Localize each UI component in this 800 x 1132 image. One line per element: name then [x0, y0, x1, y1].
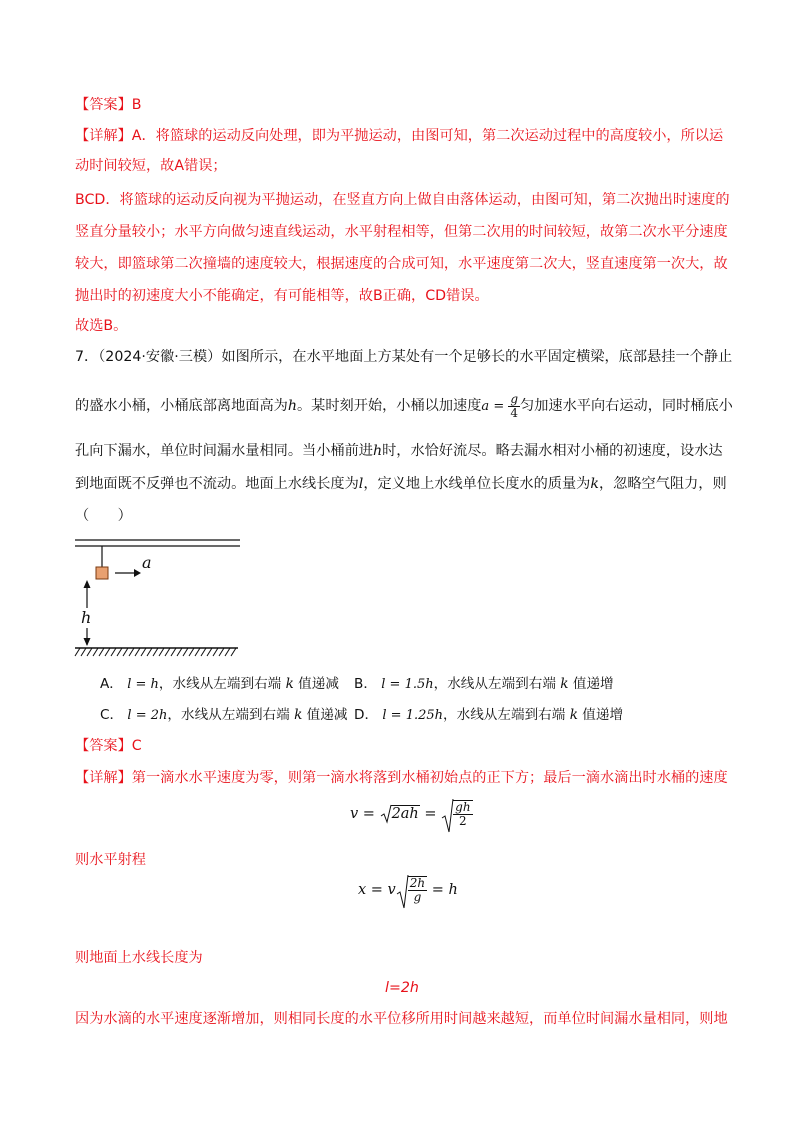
physics-diagram [70, 530, 250, 665]
eq-lhs: x = v [358, 882, 396, 898]
option-text: ，水线从左端到右端 [443, 707, 566, 723]
option-text: 值递减 [306, 707, 348, 723]
option-text: 值递减 [298, 676, 339, 692]
hatch-mark [183, 648, 188, 656]
option-eq: l = 2h [127, 708, 168, 723]
result-l: l=2h [385, 980, 419, 996]
equation-v [350, 800, 473, 828]
detail-line [75, 768, 728, 788]
option-text: 值递增 [572, 676, 614, 692]
question-text: ，忽略空气阻力，则 [598, 476, 727, 492]
fraction [408, 876, 427, 904]
option-b[interactable] [354, 674, 614, 695]
question-line [75, 347, 732, 367]
var-k: k [560, 676, 569, 692]
hatch-mark [117, 648, 122, 656]
question-line [75, 441, 723, 461]
option-text: ，水线从左端到右端 [158, 676, 282, 692]
hatch-mark [129, 648, 134, 656]
detail-label: 【详解】 [75, 128, 132, 144]
hatch-mark [195, 648, 200, 656]
question-number: 7． [75, 349, 99, 365]
hatch-mark [105, 648, 110, 656]
eq-rhs: = h [427, 882, 458, 898]
fraction-num: g [510, 392, 519, 406]
var-k: k [590, 476, 599, 492]
option-letter: B． [354, 676, 377, 692]
hatch-mark [159, 648, 164, 656]
question-text: 匀加速水平向右运动，同时桶底小 [520, 398, 733, 414]
equation-x [358, 876, 458, 904]
hatch-mark [213, 648, 218, 656]
label-a: a [142, 553, 152, 572]
height-arrow-up [84, 580, 91, 588]
detail-label: 【详解】 [75, 770, 132, 786]
hatch-mark [99, 648, 104, 656]
question-source: （2024·安徽·三模） [98, 349, 222, 365]
question-bracket: （ ） [75, 508, 132, 524]
answer-line-2 [75, 736, 142, 756]
ground-hatching [75, 648, 236, 656]
hatch-mark [123, 648, 128, 656]
question-line [75, 393, 733, 420]
option-eq: l = h [127, 677, 159, 692]
hatch-mark [111, 648, 116, 656]
fraction [453, 800, 472, 828]
accel-lhs: a [481, 399, 490, 414]
option-a[interactable] [100, 674, 339, 695]
detail-line: 则水平射程 [75, 852, 146, 868]
detail-text: A．将篮球的运动反向处理，即为平抛运动，由图可知，第二次运动过程中的高度较小，所以运 [131, 128, 724, 144]
accel-formula: a = $\frac{g}{4}$ [481, 392, 519, 420]
fraction-den: 4 [510, 406, 519, 420]
option-c[interactable] [100, 705, 347, 726]
answer-value: C [131, 738, 142, 754]
hatch-mark [201, 648, 206, 656]
height-arrow-down [84, 638, 91, 646]
question-line [75, 474, 727, 494]
detail-line: 故选B。 [75, 318, 128, 334]
detail-line: 则地面上水线长度为 [75, 950, 203, 966]
accel-arrow-head [134, 569, 141, 577]
hatch-mark [93, 648, 98, 656]
option-letter: D． [354, 707, 379, 723]
question-text: 如图所示，在水平地面上方某处有一个足够长的水平固定横梁，底部悬挂一个静止 [221, 349, 733, 365]
detail-line: 竖直分量较小；水平方向做匀速直线运动，水平射程相等，但第二次用的时间较短，故第二次水平分速度 [75, 224, 728, 240]
question-text: 时，水恰好流尽。略去漏水相对小桶的初速度，设水达 [382, 443, 723, 459]
hatch-mark [231, 648, 236, 656]
fraction-num: gh [455, 800, 471, 814]
hatch-mark [81, 648, 86, 656]
question-text: 孔向下漏水，单位时间漏水量相同。当小桶前进 [75, 443, 373, 459]
option-text: 值递增 [582, 707, 624, 723]
hatch-mark [147, 648, 152, 656]
hatch-mark [135, 648, 140, 656]
hatch-mark [219, 648, 224, 656]
detail-line: 较大，即篮球第二次撞墙的速度较大，根据速度的合成可知，水平速度第二次大，竖直速度第一次大，故 [75, 256, 728, 272]
var-k: k [294, 707, 303, 723]
question-text: ，定义地上水线单位长度水的质量为 [363, 476, 591, 492]
option-text: ，水线从左端到右端 [433, 676, 556, 692]
water-bucket [96, 567, 108, 579]
var-h: h [372, 443, 383, 459]
answer-label: 【答案】 [75, 738, 132, 754]
sqrt-2ah [380, 806, 420, 822]
hatch-mark [141, 648, 146, 656]
answer-line-1 [75, 95, 142, 115]
hatch-mark [165, 648, 170, 656]
radical-sign [396, 874, 409, 910]
option-letter: C． [100, 707, 124, 723]
hatch-mark [75, 648, 80, 656]
option-text: ，水线从左端到右端 [167, 707, 290, 723]
var-l: l [358, 476, 364, 492]
answer-label: 【答案】 [75, 97, 132, 113]
option-eq: l = 1.25h [382, 708, 444, 723]
var-k: k [285, 676, 294, 692]
hatch-mark [87, 648, 92, 656]
detail-text: 第一滴水水平速度为零，则第一滴水将落到水桶初始点的正下方；最后一滴水滴出时水桶的速度 [131, 770, 728, 786]
fraction-den: g [413, 890, 422, 904]
hatch-mark [189, 648, 194, 656]
hatch-mark [171, 648, 176, 656]
radical-sign [441, 798, 454, 834]
eq-sign: = [419, 806, 442, 822]
question-text: 。某时刻开始，小桶以加速度 [296, 398, 482, 414]
fraction-den: 2 [459, 814, 467, 828]
eq-lhs: v = [350, 806, 380, 822]
var-h: h [287, 398, 297, 414]
option-d[interactable] [354, 705, 623, 726]
question-text: 的盛水小桶，小桶底部离地面高为 [75, 398, 288, 414]
question-text: 到地面既不反弹也不流动。地面上水线长度为 [75, 476, 359, 492]
hatch-mark [177, 648, 182, 656]
detail-line: 动时间较短，故A错误； [75, 158, 227, 174]
hatch-mark [153, 648, 158, 656]
detail-line: 因为水滴的水平速度逐渐增加，则相同长度的水平位移所用时间越来越短，而单位时间漏水量相同，则地 [75, 1011, 728, 1027]
hatch-mark [225, 648, 230, 656]
radical-sign [380, 804, 392, 824]
radicand: 2ah [391, 806, 419, 822]
label-h: h [81, 608, 92, 627]
detail-line: 抛出时的初速度大小不能确定，有可能相等，故B正确，CD错误。 [75, 288, 489, 304]
answer-value: B [131, 97, 142, 113]
detail-line: BCD．将篮球的运动反向视为平抛运动，在竖直方向上做自由落体运动，由图可知，第二次抛出时速度的 [75, 192, 730, 208]
option-letter: A． [100, 676, 123, 692]
var-k: k [569, 707, 578, 723]
fraction-num: 2h [409, 876, 426, 890]
option-eq: l = 1.5h [381, 677, 434, 692]
sqrt-gh2 [441, 800, 472, 828]
hatch-mark [207, 648, 212, 656]
sqrt-2hg [396, 876, 427, 904]
detail-line [75, 126, 723, 146]
accel-fraction [508, 393, 520, 420]
